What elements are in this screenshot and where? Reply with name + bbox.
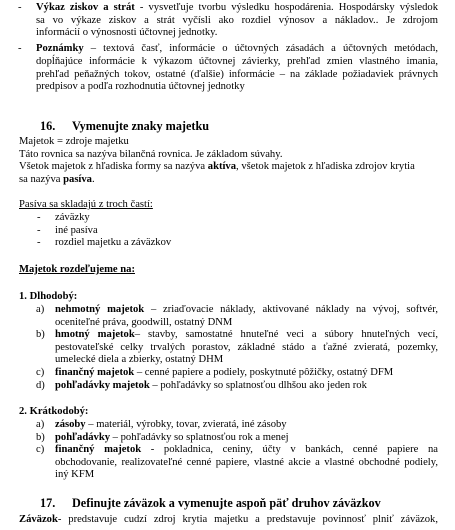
item-marker: c): [36, 444, 45, 455]
pasiva-heading: Pasíva sa skladajú z troch častí:: [19, 199, 153, 210]
item-marker: c): [36, 367, 45, 378]
list-item-poznamky-line-2: dopĺňajúce informácie k výkazom účtovnej závierky, prehľad zmien vlastného imania,: [36, 56, 438, 67]
list-item-vykaz-line-2: sa vo výkaze ziskov a strát vyčísli ako rozdiel výnosov a nákladov.. Je zdrojom: [36, 14, 438, 26]
item-marker: a): [36, 304, 45, 315]
item-marker: a): [36, 419, 45, 430]
dlhodoby-item-a-line-2: oceniteľné práva, goodwill, ostatný DNM: [55, 316, 233, 328]
section-17-number: 17.: [40, 496, 56, 510]
dlhodoby-item-b-line-2: pestovateľské celky trvalých porastov, základné stádo a ťažné zvieratá, pozemky,: [55, 341, 438, 353]
paragraph-pasiva: sa nazýva pasíva.: [19, 173, 95, 185]
list-item-vykaz-line-1: Výkaz ziskov a strát - vysvetľuje tvorbu výsledku hospodárenia. Hospodársky výsledok: [36, 2, 439, 13]
kratkodoby-heading: 2. Krátkodobý:: [19, 406, 89, 417]
dlhodoby-item-b-line-1: hmotný majetok– stavby, samostatné hnuteľné veci a súbory hnuteľných vecí,: [55, 329, 438, 340]
kratkodoby-item-a: zásoby – materiál, výrobky, tovar, zvieratá, iné zásoby: [55, 419, 287, 430]
bullet-dash: -: [37, 237, 41, 248]
dlhodoby-item-a-line-1: nehmotný majetok – zriaďovacie náklady, aktivované náklady na vývoj, softvér,: [55, 304, 438, 315]
section-17-title: Definujte záväzok a vymenujte aspoň päť druhov záväzkov: [72, 496, 381, 510]
item-marker: b): [36, 329, 45, 340]
dlhodoby-item-d: pohľadávky majetok – pohľadávky so splatnosťou dlhšou ako jeden rok: [55, 379, 367, 391]
majetok-heading: Majetok rozdeľujeme na:: [19, 264, 135, 275]
list-item-poznamky-line-4: predpisov a podľa rozhodnutia účtovnej jednotky: [36, 81, 245, 92]
item-marker: d): [36, 379, 45, 391]
pasiva-item: záväzky: [55, 212, 90, 223]
pasiva-item: iné pasíva: [55, 224, 98, 236]
paragraph-bilancna: Táto rovnica sa nazýva bilančná rovnica. Je základom súvahy.: [19, 148, 283, 160]
list-item-poznamky-line-3: prehľad peňažných tokov, ostatné (ďalšie) informácie – na základe požiadaviek právnych: [36, 68, 438, 80]
term-poznamky: Poznámky: [36, 43, 84, 54]
term-zavazok: Záväzok: [19, 514, 58, 525]
dlhodoby-item-b-line-3: umelecké diela a zbierky, ostatný DHM: [55, 354, 224, 365]
term-aktiva: aktíva: [207, 161, 237, 172]
bullet-dash: -: [18, 43, 22, 54]
bullet-dash: -: [18, 2, 22, 13]
paragraph-zavazok: Záväzok- predstavuje cudzí zdroj krytia majetku a predstavuje povinnosť plniť záväzok,: [19, 514, 438, 525]
dlhodoby-item-c: finančný majetok – cenné papiere a podiely, poskytnuté pôžičky, ostatný DFM: [55, 367, 394, 378]
section-16-title: Vymenujte znaky majetku: [72, 119, 209, 133]
section-16-number: 16.: [40, 119, 56, 133]
kratkodoby-item-c-line-3: iný KFM: [55, 469, 95, 480]
paragraph-equation: Majetok = zdroje majetku: [19, 136, 129, 147]
dlhodoby-heading: 1. Dlhodobý:: [19, 291, 78, 302]
term-pasiva: pasíva: [63, 173, 92, 185]
list-item-vykaz-line-3: informácií o výnosnosti účtovnej jednotky.: [36, 27, 218, 38]
bullet-dash: -: [37, 212, 41, 223]
term-vykaz: Výkaz ziskov a strát: [36, 2, 135, 13]
kratkodoby-item-c-line-2: obchodovanie, realizovateľné cenné papiere, vlastné akcie a vlastné obchodné podiely,: [55, 456, 438, 468]
list-item-poznamky-line-1: Poznámky – textová časť, informácie o účtovných zásadách a účtovných metódach,: [36, 43, 438, 54]
item-marker: b): [36, 431, 45, 443]
pasiva-item: rozdiel majetku a záväzkov: [55, 237, 172, 248]
bullet-dash: -: [37, 224, 41, 236]
kratkodoby-item-c-line-1: finančný majetok - pokladnica, ceniny, účty v bankách, cenné papiere na: [55, 444, 438, 455]
kratkodoby-item-b: pohľadávky – pohľadávky so splatnosťou rok a menej: [55, 431, 289, 443]
paragraph-aktiva: Všetok majetok z hľadiska formy sa nazýva aktíva, všetok majetok z hľadiska zdrojov krytia: [19, 161, 415, 172]
